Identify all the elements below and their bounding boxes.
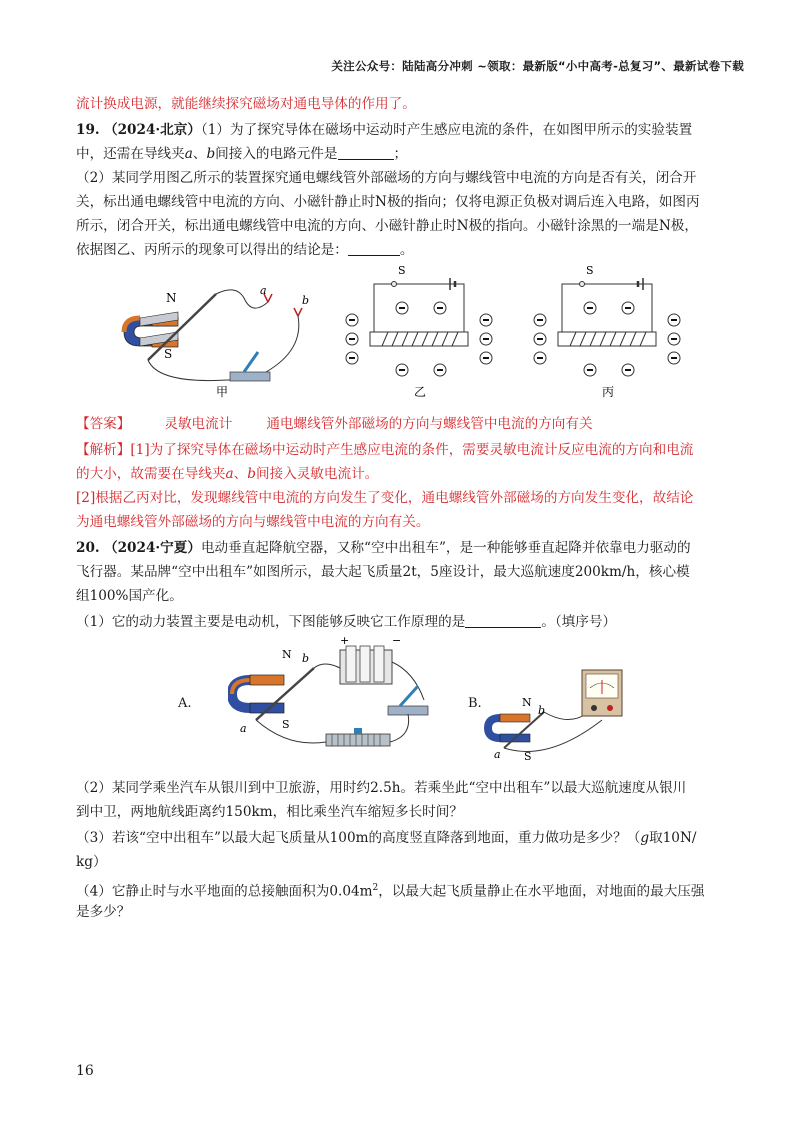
q19-number: 19. [76,122,100,138]
analysis-1b-post: 间接入灵敏电流计。 [255,466,379,482]
sep: 、 [192,146,207,162]
analysis-line1 [76,440,693,460]
answer-blank[interactable] [348,241,400,256]
q20-p3-pre: （3）若该“空中出租车”以最大起飞质量从100m的高度竖直降落到地面，重力做功是多少？（ [76,830,641,846]
page-header: 关注公众号：陆陆高分冲刺 ~领取：最新版“小中高考-总复习”、最新试卷下载 [331,59,744,73]
figure-yi [340,262,500,402]
fig-bing-label: 丙 [602,385,615,399]
label-S: S [282,718,290,731]
contact-area: 0.04m [329,883,373,900]
answer-line [76,414,593,434]
analysis-tag: 【解析】 [76,442,131,458]
q19-p1-text: （1）为了探究导体在磁场中运动时产生感应电流的条件，在如图甲所示的实验装置 [200,122,693,138]
q20-p2a: （2）某同学乘坐汽车从银川到中卫旅游，用时约2.5h。若乘坐此“空中出租车”以最大巡航速度从银川 [76,780,687,796]
answer-1: 灵敏电流计 [164,416,233,432]
q19-p2d-pre: 依据图乙、丙所示的现象可以得出的结论是： [76,242,348,258]
horseshoe-magnet [488,714,530,742]
switch-base [388,706,428,715]
q20-number: 20. [76,540,100,556]
label-N: N [522,696,532,709]
label-minus: − [392,634,402,647]
label-N: N [282,648,292,661]
q20-p3-post: 取10N/ [649,830,697,846]
analysis-1b-pre: 的大小，故需要在导线夹 [76,466,226,482]
switch-knife [244,352,258,372]
horseshoe-magnet [232,675,284,713]
q20-p2b: 到中卫，两地航线距离约150km，相比乘坐汽车缩短多长时间？ [76,804,463,820]
q19-p2d-end: 。 [399,242,414,258]
q20-p4-post: ，以最大起飞质量静止在水平地面，对地面的最大压强 [378,883,705,900]
label-a: a [494,748,501,761]
answer-2: 通电螺线管外部磁场的方向与螺线管中电流的方向有关 [266,416,593,432]
galvanometer-icon [582,670,622,716]
label-a: a [240,722,247,735]
q20-line1 [76,538,691,558]
fig-yi-label: 乙 [414,385,427,399]
page-number: 16 [76,1063,94,1079]
q19-p2b: 关，标出通电螺线管中电流的方向、小磁针静止时N极的指向；仅将电源正负极对调后连入电路，如图丙 [76,194,700,210]
q19-p1b-post: 间接入的电路元件是 [215,146,338,162]
switch-icon [580,282,585,287]
switch-icon [392,282,397,287]
option-b-label: B. [468,696,482,711]
label-b: b [538,704,546,717]
label-b: b [302,294,310,307]
var-a: a [184,146,193,162]
q20-intro-b: 飞行器。某品牌“空中出租车”如图所示，最大起飞质量2t，5座设计，最大巡航速度200km/h，核心模 [76,564,690,580]
label-S: S [398,264,406,277]
clip-b [294,308,302,316]
q20-p1-post: 。（填序号） [541,614,617,630]
answer-blank[interactable] [465,613,541,628]
sep: 、 [233,466,248,482]
conductor-rod [148,294,216,360]
q20-p4a [76,878,705,902]
q19-p1b-end: ； [393,146,408,162]
analysis-1a: [1]为了探究导体在磁场中运动时产生感应电流的条件，需要灵敏电流计反应电流的方向和电流 [130,442,694,458]
q19-line2 [76,144,407,164]
q19-line1 [76,120,692,140]
answer-tag: 【答案】 [76,416,131,432]
q20-p1 [76,612,616,632]
wire [266,316,299,372]
q20-intro-a: 电动垂直起降航空器，又称“空中出租车”，是一种能够垂直起降并依靠电力驱动的 [200,540,691,556]
wire [148,360,238,381]
figure-option-b [478,662,628,764]
q19-p1b-pre: 中，还需在导线夹 [76,146,185,162]
q20-p4-pre: （4）它静止时与水平地面的总接触面积为 [76,883,330,900]
q20-intro-c: 组100%国产化。 [76,588,183,604]
intro-line: 流计换成电源，就能继续探究磁场对通电导体的作用了。 [76,96,416,112]
q20-p4b: 是多少？ [76,904,131,920]
var-b: b [247,466,256,482]
horseshoe-magnet [124,310,178,347]
q20-source: （2024·宁夏） [103,540,201,556]
rheostat [326,728,390,746]
switch-base [230,372,270,381]
label-S: S [586,264,594,277]
figure-jia [118,280,328,400]
label-S: S [164,347,173,361]
label-S: S [524,750,532,763]
switch-knife [400,686,418,706]
var-b: b [206,146,216,162]
q19-p2a: （2）某同学用图乙所示的装置探究通电螺线管外部磁场的方向与螺线管中电流的方向是否有关，闭合开 [76,170,697,186]
label-plus: + [340,634,350,647]
q19-p2d [76,240,413,260]
area-exponent: 2 [372,883,379,893]
analysis-2a: [2]根据乙丙对比，发现螺线管中电流的方向发生了变化，通电螺线管外部磁场的方向发生变化，故结论 [76,490,694,506]
q19-source: （2024·北京） [103,122,201,138]
fig-jia-label: 甲 [216,385,229,399]
answer-blank[interactable] [338,145,394,160]
figure-option-a [228,632,448,762]
q20-p1-pre: （1）它的动力装置主要是电动机，下图能够反映它工作原理的是 [76,614,466,630]
battery-pack [340,646,392,684]
var-a: a [225,466,234,482]
q19-p2c: 所示，闭合开关，标出通电螺线管中电流的方向、小磁针静止时N极的指向。小磁针涂黑的一端是N极， [76,218,698,234]
q20-p3a [76,828,696,848]
figure-bing [528,262,688,402]
label-N: N [166,291,177,305]
label-b: b [302,652,310,665]
analysis-2b: 为通电螺线管外部磁场的方向与螺线管中电流的方向有关。 [76,514,430,530]
q20-p3b: kg） [76,854,107,870]
var-g: g [640,830,650,846]
option-a-label: A. [178,696,192,711]
label-a: a [260,284,267,297]
analysis-line2 [76,464,378,484]
